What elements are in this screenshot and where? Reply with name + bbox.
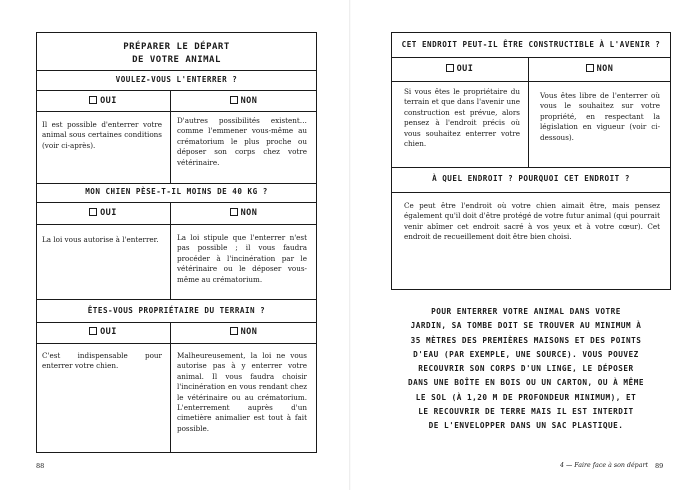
legal-note-line: DE L'ENVELOPPER DANS UN SAC PLASTIQUE. (428, 421, 624, 431)
checkbox-icon (586, 64, 594, 72)
question-place: À QUEL ENDROIT ? POURQUOI CET ENDROIT ? (432, 174, 630, 183)
legal-note-line: LE RECOUVRIR DE TERRE MAIS IL EST INTERDIT (418, 407, 634, 417)
option-no-bury (170, 96, 317, 106)
checkbox-icon (230, 327, 238, 335)
page-title (36, 41, 317, 67)
divider (36, 343, 317, 344)
legal-note (390, 305, 662, 434)
divider (36, 111, 317, 112)
option-label: OUI (100, 96, 117, 106)
answer-yes-constructible: Si vous êtes le propriétaire du terrain et que dans l'avenir une construction est prévue, alors pensez à l'endroit précis où vous souhaitez enterrer votre chien. (404, 87, 520, 149)
divider (36, 202, 317, 203)
checkbox-icon (230, 96, 238, 104)
page-number-left: 88 (36, 462, 45, 470)
question-bury: VOULEZ-VOUS L'ENTERRER ? (115, 75, 238, 84)
option-label: NON (596, 64, 614, 74)
legal-note-line: RECOUVRIR SON CORPS D'UN LINGE, LE DÉPOSER (418, 364, 634, 374)
option-yes-weight (36, 208, 170, 218)
option-label: NON (240, 327, 258, 337)
question-constructible: CET ENDROIT PEUT-IL ÊTRE CONSTRUCTIBLE À L'AVENIR ? (401, 40, 661, 49)
checkbox-icon (89, 208, 97, 216)
legal-note-line: 35 MÈTRES DES PREMIÈRES MAISONS ET DES POINTS (410, 335, 642, 345)
option-label: OUI (100, 208, 117, 218)
legal-note-line: POUR ENTERRER VOTRE ANIMAL DANS VOTRE (431, 307, 621, 316)
option-yes-constructible (391, 64, 528, 74)
answer-no-owner: Malheureusement, la loi ne vous autorise pas à y enterrer votre animal. Il vous faudra choisir l'incinération en vous rendant chez le vétérinaire ou au crématorium. L'enterrement auprès d'un cimetière animalier est tout à fait possible. (177, 351, 307, 433)
answer-place: Ce peut être l'endroit où votre chien aimait être, mais pensez également qu'il doit d'être protégé de votre futur animal (qui pourrait venir abîmer cet endroit sacré à vos yeux et à votre cœur). Cet endroit de recueillement doit être bien choisi. (404, 201, 660, 242)
checkbox-icon (446, 64, 454, 72)
divider (36, 322, 317, 323)
divider (391, 57, 671, 58)
checkbox-icon (230, 208, 238, 216)
column-divider (170, 202, 171, 299)
divider (36, 90, 317, 91)
column-divider (528, 57, 529, 167)
column-divider (170, 322, 171, 453)
option-no-owner (170, 327, 317, 337)
divider (36, 70, 317, 71)
option-yes-owner (36, 327, 170, 337)
option-label: NON (240, 208, 258, 218)
option-no-weight (170, 208, 317, 218)
option-label: OUI (100, 327, 117, 337)
divider (391, 167, 671, 168)
legal-note-line: JARDIN, SA TOMBE DOIT SE TROUVER AU MINIMUM À (410, 321, 642, 331)
chapter-footer: 4 — Faire face à son départ (560, 462, 649, 469)
divider (36, 183, 317, 184)
option-label: NON (240, 96, 258, 106)
option-no-constructible (528, 64, 671, 74)
page-number-right: 89 (655, 462, 664, 470)
legal-note-line: DANS UNE BOÎTE EN BOIS OU UN CARTON, OU À MÊME (408, 378, 644, 388)
question-weight: MON CHIEN PÈSE-T-IL MOINS DE 40 KG ? (85, 187, 268, 196)
column-divider (170, 90, 171, 183)
title-line-2: DE VOTRE ANIMAL (132, 55, 221, 65)
legal-note-line: LE SOL (À 1,20 M DE PROFONDEUR MINIMUM), ET (415, 392, 637, 402)
divider (391, 81, 671, 82)
answer-no-weight: La loi stipule que l'enterrer n'est pas possible ; il vous faudra procéder à l'incinération par le vétérinaire ou le déposer vous-même au crématorium. (177, 233, 307, 284)
divider (36, 224, 317, 225)
title-line-1: PRÉPARER LE DÉPART (123, 42, 230, 52)
answer-no-constructible: Vous êtes libre de l'enterrer où vous le souhaitez sur votre propriété, en respectant la législation en vigueur (voir ci-dessous). (540, 91, 660, 142)
checkbox-icon (89, 327, 97, 335)
answer-yes-bury: Il est possible d'enterrer votre animal sous certaines conditions (voir ci-après). (42, 120, 162, 150)
question-owner: ÊTES-VOUS PROPRIÉTAIRE DU TERRAIN ? (87, 306, 266, 315)
option-label: OUI (456, 64, 474, 74)
option-yes-bury (36, 96, 170, 106)
divider (36, 299, 317, 300)
checkbox-icon (89, 96, 97, 104)
answer-yes-weight: La loi vous autorise à l'enterrer. (42, 235, 159, 244)
answer-no-bury: D'autres possibilités existent… comme l'emmener vous-même au crématorium le plus proche ou déposer son corps chez votre vétérinaire. (177, 116, 307, 167)
legal-note-line: D'EAU (PAR EXEMPLE, UNE SOURCE). VOUS POUVEZ (413, 349, 639, 359)
divider (391, 192, 671, 193)
answer-yes-owner: C'est indispensable pour enterrer votre chien. (42, 351, 162, 371)
